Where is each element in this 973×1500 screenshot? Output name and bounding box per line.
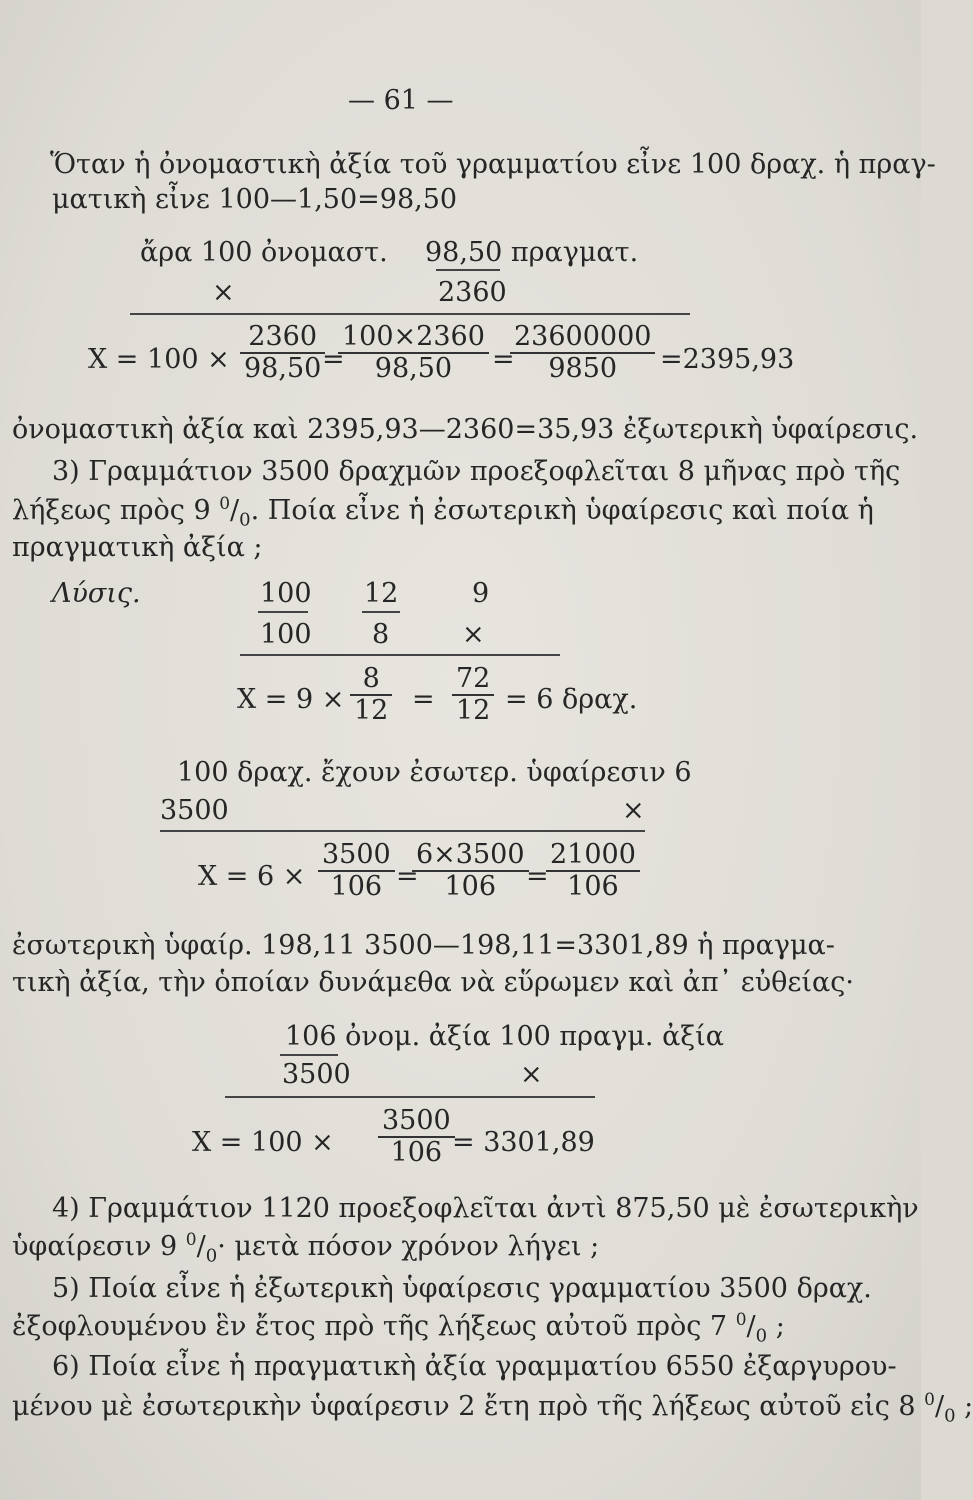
equals-sign: = <box>322 344 345 375</box>
divider <box>362 611 400 613</box>
equation-lhs: X = 100 × <box>192 1127 334 1158</box>
numerator: 8 <box>362 663 380 694</box>
numerator: 3500 <box>382 1105 451 1136</box>
equation-lhs: X = 6 × <box>198 861 306 892</box>
divider <box>280 1054 338 1056</box>
equation-lhs: X = 100 × <box>88 344 230 375</box>
numerator: 21000 <box>550 839 636 870</box>
paragraph-line: ἐσωτερικὴ ὑφαίρ. 198,11 3500—198,11=3301,89 ἡ πραγμα- <box>12 930 835 961</box>
times-sign: × <box>520 1059 543 1090</box>
value: 9 <box>472 578 490 609</box>
divider <box>130 313 690 315</box>
rule-of-three-left: ἄρα 100 ὀνομαστ. <box>140 237 388 268</box>
equation-lhs: X = 9 × <box>237 684 345 715</box>
denominator: 106 <box>546 870 640 902</box>
denominator: 9850 <box>510 352 655 384</box>
denominator: 98,50 <box>240 352 325 384</box>
divider <box>240 654 560 656</box>
paragraph-line: τικὴ ἀξία, τὴν ὁποίαν δυνάμεθα νὰ εὕρωμεν καὶ ἀπ᾽ εὐθείας· <box>12 967 854 998</box>
rule-of-three-row: 100 δραχ. ἔχουν ἐσωτερ. ὑφαίρεσιν 6 <box>177 757 692 788</box>
problem-line: ὑφαίρεσιν 9 $^0/_0\cdot$ μετὰ πόσον χρόνον λήγει ; <box>12 1230 600 1267</box>
divider <box>160 830 645 832</box>
solution-label: Λύσις. <box>52 578 141 609</box>
numerator: 72 <box>456 663 491 694</box>
denominator: 106 <box>412 870 529 902</box>
equals-sign: = <box>526 861 549 892</box>
numerator: 23600000 <box>514 321 652 352</box>
times-sign: × <box>622 795 645 826</box>
divider <box>225 1096 595 1098</box>
paragraph-line: Ὅταν ἡ ὀνομαστικὴ ἀξία τοῦ γραμματίου εἶνε 100 δραχ. ἡ πραγ- <box>50 149 936 180</box>
divider <box>436 269 500 271</box>
page-number: — 61 — <box>348 85 454 116</box>
divider <box>258 611 308 613</box>
times-sign: × <box>212 277 235 308</box>
problem-line: μένου μὲ ἐσωτερικὴν ὑφαίρεσιν 2 ἔτη πρὸ τῆς λήξεως αὐτοῦ εἰς 8 $^0/_0$ ; <box>12 1390 973 1427</box>
problem-line: 3) Γραμμάτιον 3500 δραχμῶν προεξοφλεῖται 8 μῆνας πρὸ τῆς <box>52 456 901 487</box>
equals-sign: = <box>396 861 419 892</box>
equals-sign: = <box>492 344 515 375</box>
equals-sign: = <box>412 684 435 715</box>
value: 3500 <box>160 795 229 826</box>
numerator: 2360 <box>248 321 317 352</box>
fraction <box>378 1106 455 1168</box>
denominator: 12 <box>452 694 494 726</box>
problem-line: λήξεως πρὸς 9 $^0/_0$. Ποία εἶνε ἡ ἐσωτερικὴ ὑφαίρεσις καὶ ποία ἡ <box>12 494 874 531</box>
times-sign: × <box>462 619 485 650</box>
fraction <box>510 322 655 384</box>
problem-line: 6) Ποία εἶνε ἡ πραγματικὴ ἀξία γραμματίου 6550 ἐξαργυρου- <box>52 1351 897 1382</box>
value: 100 <box>260 619 312 650</box>
numerator: 3500 <box>322 839 391 870</box>
denominator: 106 <box>378 1136 455 1168</box>
numerator: 100×2360 <box>342 321 485 352</box>
value: 12 <box>364 578 399 609</box>
value: 3500 <box>282 1059 351 1090</box>
value: 8 <box>372 619 390 650</box>
result: = 6 δραχ. <box>505 684 638 715</box>
fraction <box>318 840 395 902</box>
problem-line: πραγματικὴ ἀξία ; <box>12 532 263 563</box>
rule-of-three-row: 106 ὀνομ. ἀξία 100 πραγμ. ἀξία <box>285 1021 725 1052</box>
value: 100 <box>260 578 312 609</box>
denominator: 12 <box>350 694 392 726</box>
numerator: 6×3500 <box>416 839 525 870</box>
fraction <box>412 840 529 902</box>
result: =2395,93 <box>660 344 795 375</box>
fraction <box>240 322 325 384</box>
fraction <box>452 664 494 726</box>
problem-line: 5) Ποία εἶνε ἡ ἐξωτερικὴ ὑφαίρεσις γραμματίου 3500 δραχ. <box>52 1273 872 1304</box>
paragraph-line: ὀνομαστικὴ ἀξία καὶ 2395,93—2360=35,93 ἐξωτερικὴ ὑφαίρεσις. <box>12 414 919 445</box>
value: 2360 <box>438 277 507 308</box>
fraction <box>338 322 489 384</box>
denominator: 106 <box>318 870 395 902</box>
denominator: 98,50 <box>338 352 489 384</box>
problem-line: 4) Γραμμάτιον 1120 προεξοφλεῖται ἀντὶ 875,50 μὲ ἐσωτερικὴν <box>52 1193 919 1224</box>
fraction <box>546 840 640 902</box>
rule-of-three-right: 98,50 πραγματ. <box>425 237 639 268</box>
problem-line: ἐξοφλουμένου ἓν ἔτος πρὸ τῆς λήξεως αὐτοῦ πρὸς 7 $^0/_0$ ; <box>12 1310 785 1347</box>
result: = 3301,89 <box>452 1127 595 1158</box>
paragraph-line: ματικὴ εἶνε 100—1,50=98,50 <box>52 184 458 215</box>
fraction <box>350 664 392 726</box>
